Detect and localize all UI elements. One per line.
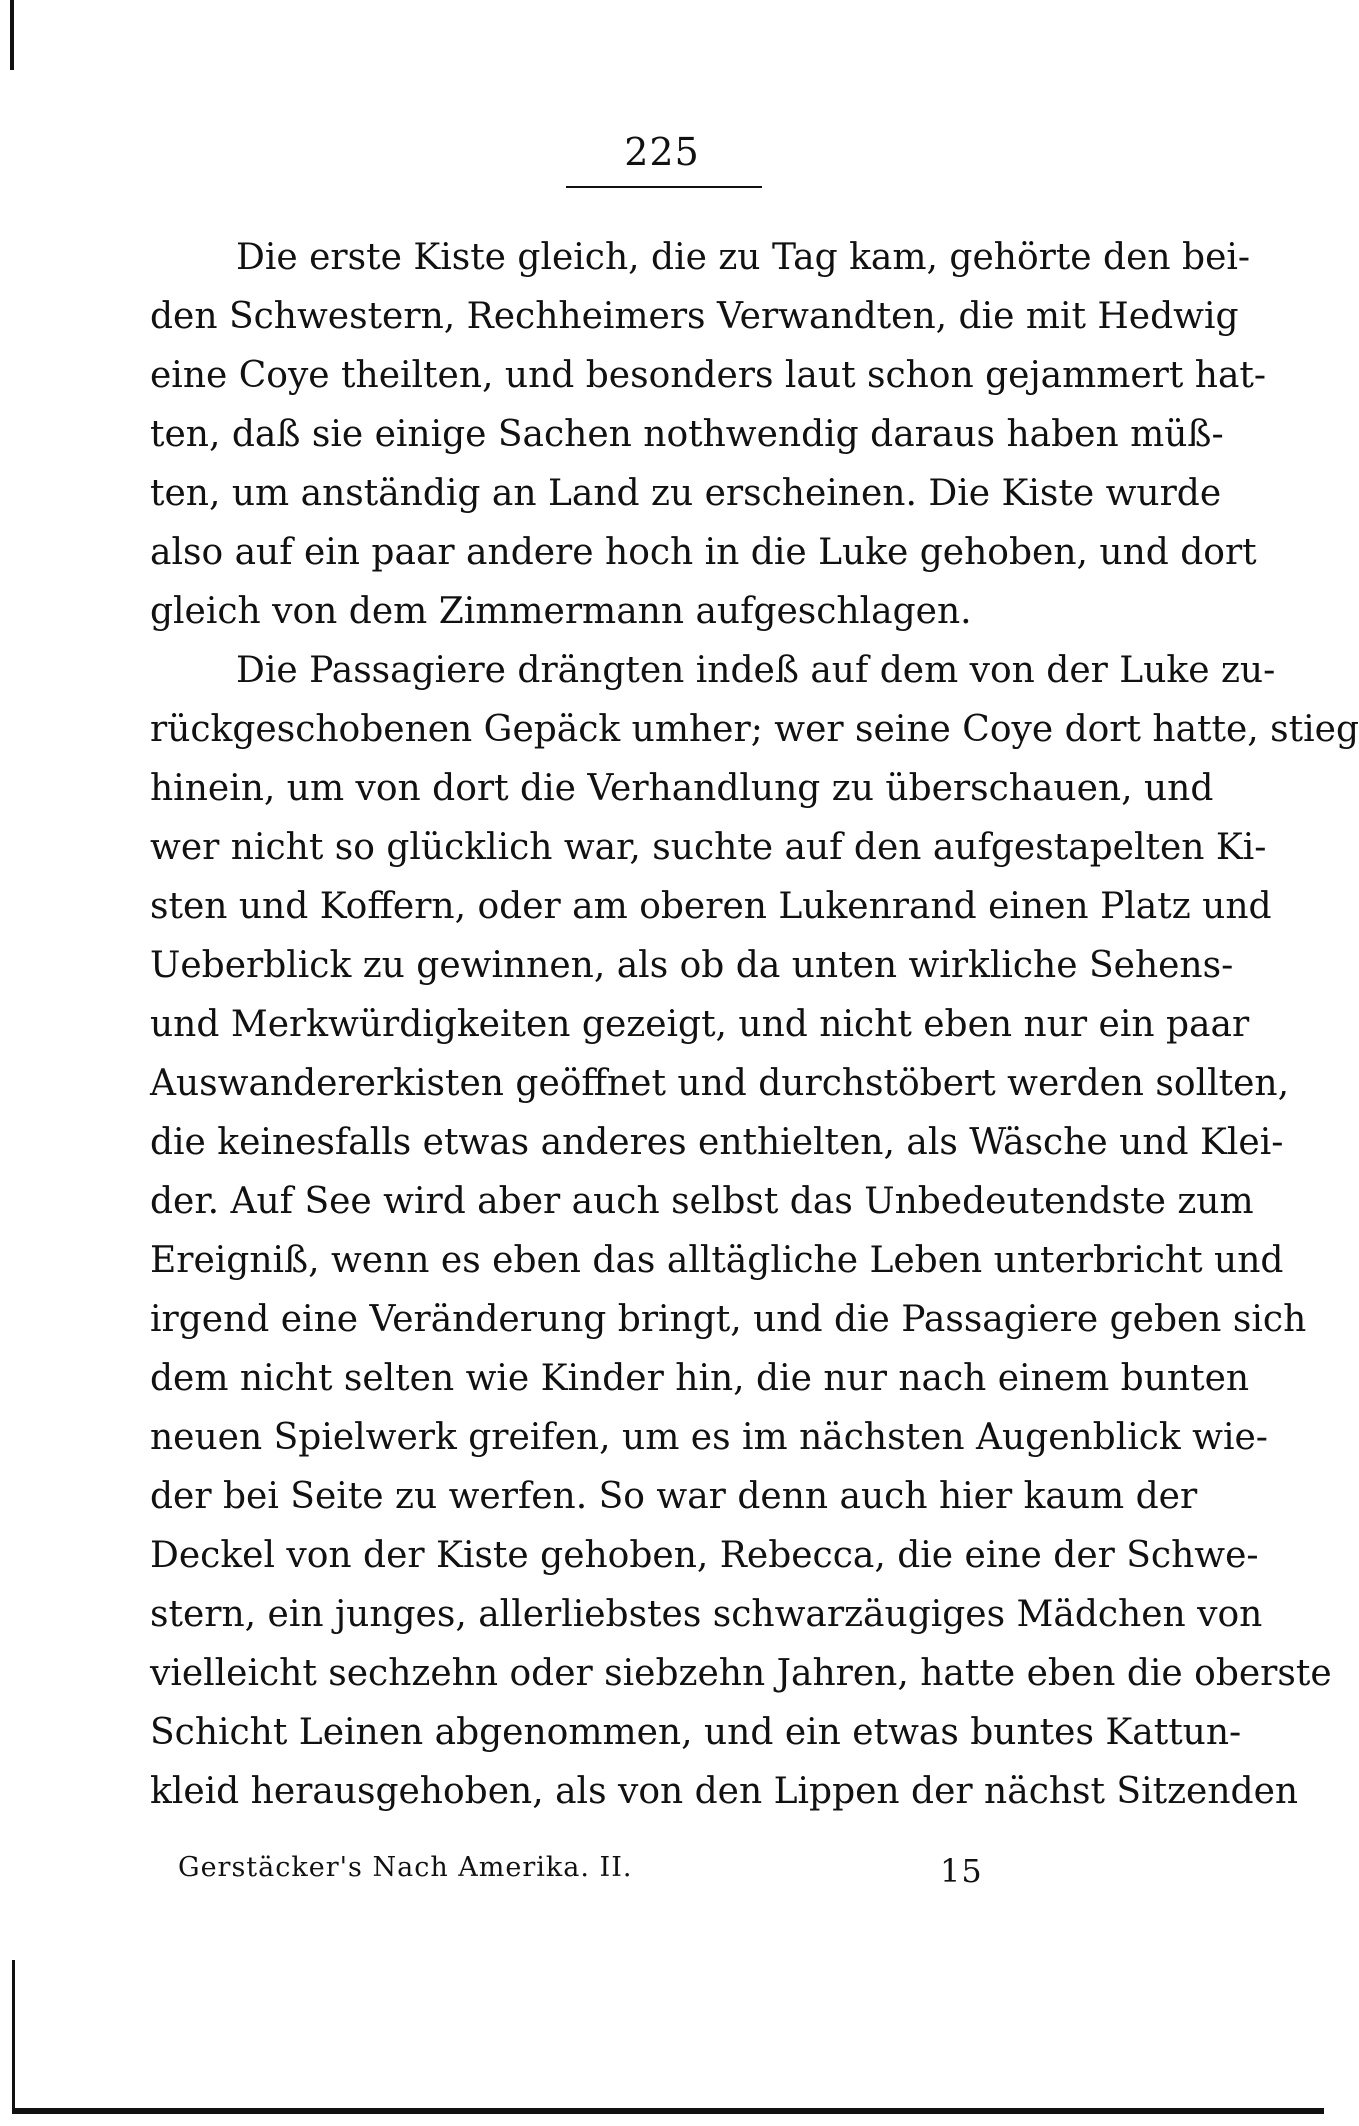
text-line: der bei Seite zu werfen. So war denn auch hier kaum der [150, 1476, 1198, 1517]
scan-edge-mark-bottom [12, 2108, 1324, 2114]
paragraph-1 [150, 228, 1267, 641]
text-line: gleich von dem Zimmermann aufgeschlagen. [150, 591, 972, 632]
scan-edge-mark-top [10, 0, 14, 70]
text-line: sten und Koffern, oder am oberen Lukenrand einen Platz und [150, 886, 1272, 927]
page-number: 225 [624, 130, 700, 174]
text-line: Die Passagiere drängten indeß auf dem von der Luke zu- [236, 650, 1276, 691]
header-rule [566, 186, 762, 188]
text-line: neuen Spielwerk greifen, um es im nächsten Augenblick wie- [150, 1417, 1268, 1458]
text-line: also auf ein paar andere hoch in die Luke gehoben, und dort [150, 532, 1257, 573]
text-line: Schicht Leinen abgenommen, und ein etwas buntes Kattun- [150, 1712, 1242, 1753]
text-line: Die erste Kiste gleich, die zu Tag kam, gehörte den bei- [236, 237, 1251, 278]
text-line: stern, ein junges, allerliebstes schwarzäugiges Mädchen von [150, 1594, 1263, 1635]
text-line: den Schwestern, Rechheimers Verwandten, die mit Hedwig [150, 296, 1239, 337]
text-line: hinein, um von dort die Verhandlung zu überschauen, und [150, 768, 1214, 809]
text-line: eine Coye theilten, und besonders laut schon gejammert hat- [150, 355, 1267, 396]
text-line: vielleicht sechzehn oder siebzehn Jahren, hatte eben die oberste [150, 1653, 1332, 1694]
text-line: dem nicht selten wie Kinder hin, die nur nach einem bunten [150, 1358, 1250, 1399]
scan-edge-mark-left [12, 1960, 15, 2110]
text-line: ten, daß sie einige Sachen nothwendig daraus haben müß- [150, 414, 1224, 455]
text-line: und Merkwürdigkeiten gezeigt, und nicht eben nur ein paar [150, 1004, 1250, 1045]
footer-signature-mark: 15 [940, 1852, 983, 1890]
text-line: der. Auf See wird aber auch selbst das Unbedeutendste zum [150, 1181, 1254, 1222]
footer-book-title: Gerstäcker's Nach Amerika. II. [178, 1852, 633, 1883]
text-line: Deckel von der Kiste gehoben, Rebecca, die eine der Schwe- [150, 1535, 1259, 1576]
body-text [150, 228, 1359, 1821]
text-line: Ueberblick zu gewinnen, als ob da unten wirkliche Sehens- [150, 945, 1234, 986]
text-line: ten, um anständig an Land zu erscheinen. Die Kiste wurde [150, 473, 1222, 514]
paragraph-2 [150, 641, 1359, 1821]
text-line: die keinesfalls etwas anderes enthielten, als Wäsche und Klei- [150, 1122, 1284, 1163]
text-line: rückgeschobenen Gepäck umher; wer seine Coye dort hatte, stieg [150, 709, 1359, 750]
text-line: Auswandererkisten geöffnet und durchstöbert werden sollten, [150, 1063, 1290, 1104]
text-line: irgend eine Veränderung bringt, und die Passagiere geben sich [150, 1299, 1307, 1340]
text-line: wer nicht so glücklich war, suchte auf den aufgestapelten Ki- [150, 827, 1267, 868]
text-line: Ereigniß, wenn es eben das alltägliche Leben unterbricht und [150, 1240, 1284, 1281]
text-line: kleid herausgehoben, als von den Lippen der nächst Sitzenden [150, 1771, 1299, 1812]
